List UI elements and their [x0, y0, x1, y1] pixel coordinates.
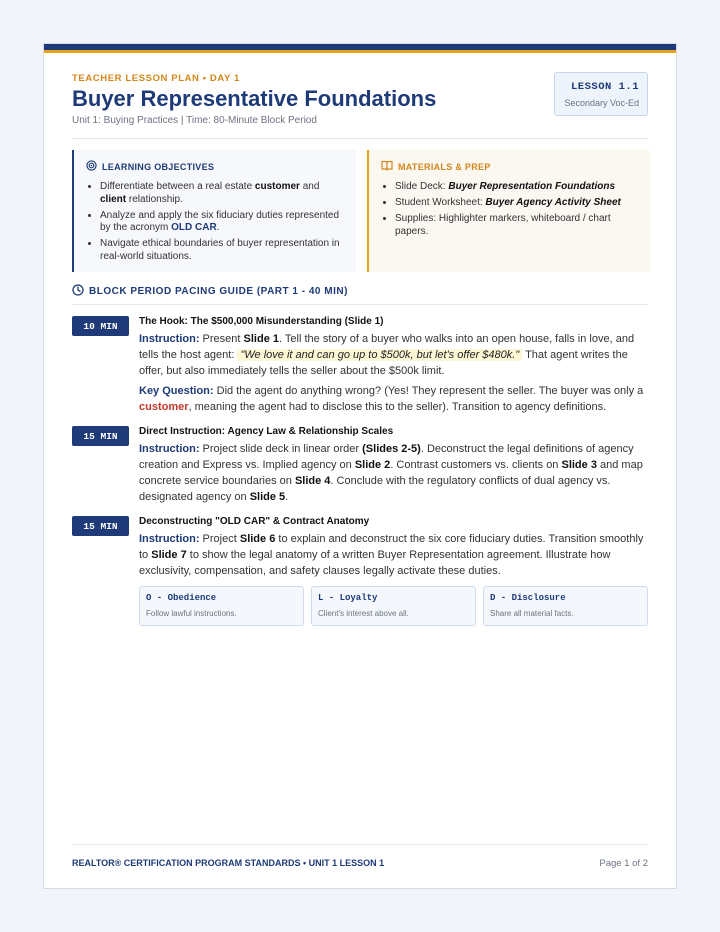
- time-badge: 15 MIN: [72, 516, 129, 536]
- pacing-step-hook: [72, 316, 648, 419]
- lesson-code: LESSON 1.1: [570, 81, 639, 93]
- header-divider: [72, 138, 648, 139]
- objectives-list: [86, 181, 346, 263]
- step-key-question: Key Question: Did the agent do anything wrong? (Yes! They represent the seller. The buyer was only a customer, meaning the agent had to disclose this to the seller). Transition to agency definitions.: [139, 385, 644, 413]
- step-instruction: Instruction: Project Slide 6 to explain and deconstruct the six core fiduciary duties. Transition smoothly to Slide 7 to show the legal anatomy of a written Buyer Representation agreement. Illustrate how exclusivity, compensation, and safety clauses legally activate these duties.: [139, 533, 644, 577]
- duty-card-disclosure: [483, 586, 648, 626]
- duty-card-desc: Share all material facts.: [490, 609, 574, 618]
- step-title: Direct Instruction: Agency Law & Relationship Scales: [139, 426, 394, 437]
- step-title: The Hook: The $500,000 Misunderstanding (Slide 1): [139, 316, 384, 327]
- doc-eyebrow: TEACHER LESSON PLAN • DAY 1: [72, 73, 240, 84]
- lesson-badge: [554, 72, 648, 116]
- duty-cards: [139, 586, 648, 626]
- list-item: • Supplies: Highlighter markers, whiteboard / chart papers.: [395, 213, 640, 238]
- list-item: • Navigate ethical boundaries of buyer representation in real-world situations.: [100, 238, 346, 263]
- list-item: • Slide Deck: Buyer Representation Foundations: [395, 181, 640, 194]
- objectives-box: [72, 150, 356, 272]
- page-number: Page 1 of 2: [599, 858, 648, 869]
- footer-program: REALTOR® CERTIFICATION PROGRAM STANDARDS • UNIT 1 LESSON 1: [72, 858, 385, 868]
- list-item: • Differentiate between a real estate customer and client relationship.: [100, 181, 346, 206]
- duty-card-title: O - Obedience: [146, 593, 217, 603]
- clock-icon: [72, 284, 84, 299]
- step-body: [139, 426, 648, 505]
- materials-list: [381, 181, 640, 238]
- footer-divider: [72, 844, 648, 845]
- step-title: Deconstructing "OLD CAR" & Contract Anatomy: [139, 516, 370, 527]
- time-badge: 10 MIN: [72, 316, 129, 336]
- time-badge: 15 MIN: [72, 426, 129, 446]
- list-item: • Student Worksheet: Buyer Agency Activity Sheet: [395, 197, 640, 210]
- pacing-step-direct-instruction: [72, 426, 648, 509]
- duty-card-obedience: [139, 586, 304, 626]
- book-icon: [381, 160, 393, 173]
- pacing-step-old-car: [72, 516, 648, 626]
- page-subtitle: Unit 1: Buying Practices | Time: 80-Minute Block Period: [72, 115, 317, 126]
- step-instruction: Instruction: Present Slide 1. Tell the story of a buyer who walks into an open house, falls in love, and tells the host agent: "We love it and can go up to $500k, but let's offer $480k." That agent writes the offer, but also immediately tells the seller about the $500k limit.: [139, 333, 635, 377]
- page-title: Buyer Representative Foundations: [72, 86, 437, 111]
- lesson-level: Secondary Voc-Ed: [564, 98, 639, 108]
- list-item: • Analyze and apply the six fiduciary duties represented by the acronym OLD CAR.: [100, 210, 346, 235]
- objectives-heading: [86, 160, 346, 173]
- duty-card-title: D - Disclosure: [490, 593, 566, 603]
- materials-heading: [381, 160, 640, 173]
- step-instruction: Instruction: Project slide deck in linear order (Slides 2-5). Deconstruct the legal definitions of agency creation and Express vs. Implied agency on Slide 2. Contrast customers vs. clients on Slide 3 and map concrete service boundaries on Slide 4. Conclude with the regulatory conflicts of dual agency vs. designated agency on Slide 5.: [139, 443, 643, 503]
- pacing-heading: [72, 281, 648, 305]
- objectives-heading-text: LEARNING OBJECTIVES: [102, 161, 215, 172]
- duty-card-loyalty: [311, 586, 476, 626]
- step-body: [139, 516, 648, 626]
- materials-box: [367, 150, 650, 272]
- duty-card-title: L - Loyalty: [318, 593, 378, 603]
- duty-card-desc: Client's interest above all.: [318, 609, 409, 618]
- materials-heading-text: MATERIALS & PREP: [398, 161, 491, 172]
- top-accent-stripe: [44, 50, 676, 53]
- pacing-heading-text: BLOCK PERIOD PACING GUIDE (PART 1 - 40 MIN): [89, 285, 348, 297]
- target-icon: [86, 160, 97, 173]
- lesson-plan-page: [43, 43, 677, 889]
- step-body: [139, 316, 648, 415]
- duty-card-desc: Follow lawful instructions.: [146, 609, 237, 618]
